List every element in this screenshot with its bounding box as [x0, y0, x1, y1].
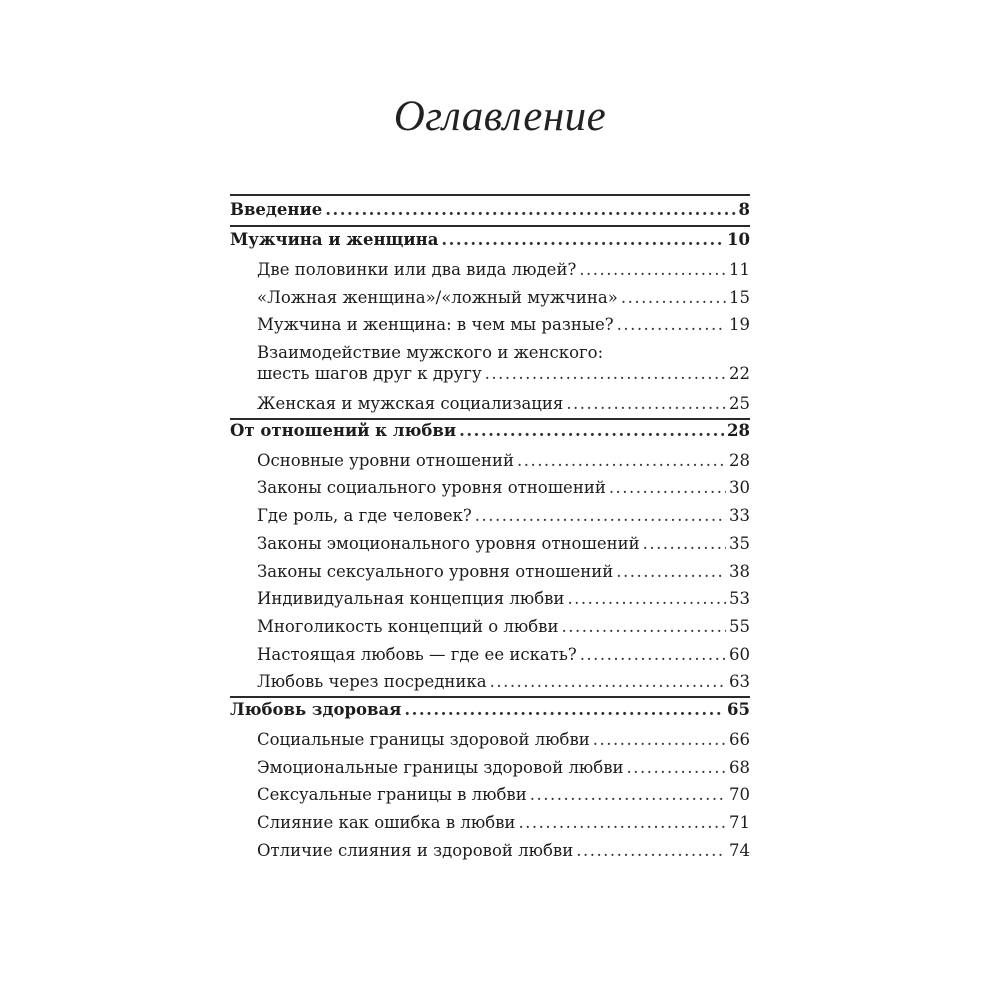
toc-entry[interactable]: [257, 315, 750, 334]
toc-label: Мужчина и женщина: [230, 230, 439, 249]
dot-leader: [485, 364, 726, 383]
toc-entry[interactable]: [257, 534, 750, 553]
dot-leader: [567, 589, 726, 608]
toc-page-number: 35: [729, 534, 750, 553]
toc-label: Эмоциональные границы здоровой любви: [257, 758, 624, 777]
toc-entry[interactable]: [257, 394, 750, 413]
toc-label: Любовь здоровая: [230, 700, 402, 719]
toc-entry[interactable]: [257, 841, 750, 860]
toc-page-number: 55: [729, 617, 750, 636]
toc-label: Индивидуальная концепция любви: [257, 589, 565, 608]
toc-page-number: 70: [729, 785, 750, 804]
dot-leader: [616, 562, 726, 581]
dot-leader: [441, 230, 724, 249]
toc-page-number: 65: [727, 700, 750, 719]
toc-page-number: 33: [729, 506, 750, 525]
toc-label: Законы эмоционального уровня отношений: [257, 534, 640, 553]
toc-page-number: 60: [729, 645, 750, 664]
toc-chapter[interactable]: [230, 421, 750, 440]
dot-leader: [517, 451, 726, 470]
dot-leader: [627, 758, 726, 777]
toc-page-number: 71: [729, 813, 750, 832]
toc-entry[interactable]: [257, 478, 750, 497]
toc-label: От отношений к любви: [230, 421, 457, 440]
toc-entry[interactable]: [257, 589, 750, 608]
toc-label: Слияние как ошибка в любви: [257, 813, 516, 832]
toc-chapter[interactable]: [230, 200, 750, 219]
chapter-rule: [230, 418, 750, 420]
toc-label: Введение: [230, 200, 323, 219]
toc-label: Сексуальные границы в любви: [257, 785, 527, 804]
dot-leader: [459, 421, 724, 440]
dot-leader: [643, 534, 726, 553]
toc-label: Настоящая любовь — где ее искать?: [257, 645, 577, 664]
toc-label: Где роль, а где человек?: [257, 506, 472, 525]
toc-entry[interactable]: [257, 617, 750, 636]
toc-page-number: 15: [729, 288, 750, 307]
toc-entry[interactable]: [257, 730, 750, 749]
dot-leader: [518, 813, 726, 832]
toc-entry[interactable]: [257, 645, 750, 664]
toc-page-number: 28: [727, 421, 750, 440]
toc-page-number: 8: [738, 200, 750, 219]
toc-label: Многоликость концепций о любви: [257, 617, 559, 636]
toc-label: Мужчина и женщина: в чем мы разные?: [257, 315, 614, 334]
toc-page-number: 38: [729, 562, 750, 581]
dot-leader: [621, 288, 726, 307]
toc-entry[interactable]: [257, 758, 750, 777]
toc-page-number: 11: [729, 260, 750, 279]
toc-label: Законы сексуального уровня отношений: [257, 562, 614, 581]
toc-label: Законы социального уровня отношений: [257, 478, 606, 497]
toc-page-number: 66: [729, 730, 750, 749]
toc-label: Женская и мужская социализация: [257, 394, 564, 413]
toc-entry[interactable]: [257, 506, 750, 525]
toc-page-number: 10: [727, 230, 750, 249]
toc-entry[interactable]: [257, 813, 750, 832]
dot-leader: [490, 672, 726, 691]
chapter-rule: [230, 696, 750, 698]
dot-leader: [580, 645, 726, 664]
toc-label-line1: Взаимодействие мужского и женского:: [257, 343, 604, 362]
toc-entry[interactable]: [257, 451, 750, 470]
dot-leader: [566, 394, 726, 413]
toc-entry[interactable]: [257, 260, 750, 279]
chapter-rule: [230, 225, 750, 227]
toc-entry[interactable]: [257, 785, 750, 804]
toc-label: шесть шагов друг к другу: [257, 364, 482, 383]
toc-page-number: 25: [729, 394, 750, 413]
toc-entry[interactable]: [257, 288, 750, 307]
dot-leader: [609, 478, 726, 497]
toc-label: Любовь через посредника: [257, 672, 487, 691]
toc-chapter[interactable]: [230, 700, 750, 719]
toc-page-number: 53: [729, 589, 750, 608]
toc-label: «Ложная женщина»/«ложный мужчина»: [257, 288, 618, 307]
toc-chapter[interactable]: [230, 230, 750, 249]
toc-page-number: 30: [729, 478, 750, 497]
toc-label: Социальные границы здоровой любви: [257, 730, 590, 749]
toc-page-number: 74: [729, 841, 750, 860]
dot-leader: [404, 700, 724, 719]
dot-leader: [593, 730, 726, 749]
toc-page-number: 19: [729, 315, 750, 334]
top-rule: [230, 194, 750, 196]
toc-entry[interactable]: [257, 672, 750, 691]
dot-leader: [561, 617, 726, 636]
dot-leader: [579, 260, 726, 279]
toc-label: Две половинки или два вида людей?: [257, 260, 577, 279]
toc-page-number: 63: [729, 672, 750, 691]
toc-entry[interactable]: [257, 342, 750, 383]
dot-leader: [530, 785, 726, 804]
dot-leader: [475, 506, 726, 525]
dot-leader: [325, 200, 735, 219]
toc-page-number: 68: [729, 758, 750, 777]
dot-leader: [576, 841, 726, 860]
toc-entry[interactable]: [257, 562, 750, 581]
page-title: Оглавление: [393, 93, 607, 140]
toc-label: Отличие слияния и здоровой любви: [257, 841, 574, 860]
toc-page-number: 28: [729, 451, 750, 470]
dot-leader: [617, 315, 726, 334]
toc-label: Основные уровни отношений: [257, 451, 514, 470]
toc-page-number: 22: [729, 364, 750, 383]
